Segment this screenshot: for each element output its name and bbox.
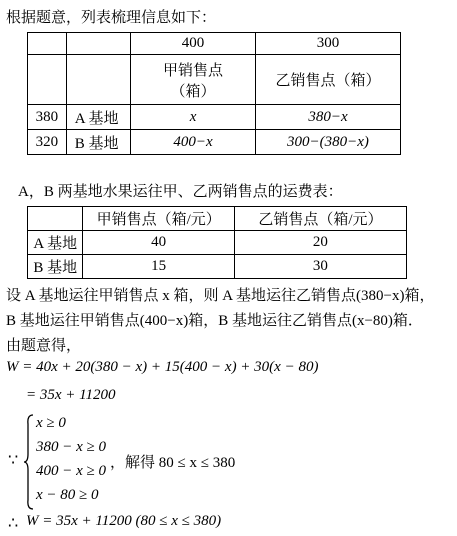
inequality-2: 380 − x ≥ 0 — [36, 439, 107, 455]
col-header-jia-line2: （箱） — [170, 83, 216, 100]
cell-b-jia: 400−x — [131, 130, 256, 155]
empty-cell — [66, 33, 130, 55]
row-base: B 基地 — [66, 130, 130, 155]
cost-a-jia: 40 — [83, 231, 234, 255]
header-400: 400 — [131, 33, 256, 55]
left-brace — [24, 414, 34, 510]
empty-cell — [28, 33, 67, 55]
row-qty: 320 — [28, 130, 67, 155]
solve-result: ，解得 80 ≤ x ≤ 380 — [110, 455, 236, 471]
row-base: A 基地 — [28, 231, 83, 255]
inequality-1: x ≥ 0 — [36, 415, 66, 431]
inequality-4: x − 80 ≥ 0 — [36, 487, 99, 503]
empty-cell — [66, 55, 130, 105]
cost-b-jia: 15 — [83, 255, 234, 279]
header-jia-cost: 甲销售点（箱/元） — [83, 207, 234, 231]
col-header-yi: 乙销售点（箱） — [255, 55, 400, 105]
intro-text: 根据题意，列表梳理信息如下： — [6, 10, 217, 26]
cell-a-yi: 380−x — [255, 105, 400, 130]
cost-b-yi: 30 — [234, 255, 406, 279]
cost-table — [27, 206, 407, 279]
final-answer: W = 35x + 11200 (80 ≤ x ≤ 380) — [26, 513, 222, 529]
setup-line-2: B 基地运往甲销售点(400−x)箱，B 基地运往乙销售点(x−80)箱． — [6, 313, 423, 329]
setup-line-3: 由题意得， — [6, 338, 82, 354]
setup-line-1: 设 A 基地运往甲销售点 x 箱，则 A 基地运往乙销售点(380−x)箱， — [6, 288, 435, 304]
inequality-3: 400 − x ≥ 0 — [36, 463, 107, 479]
col-header-jia — [131, 55, 256, 105]
empty-cell — [28, 207, 83, 231]
cell-a-jia: x — [131, 105, 256, 130]
cost-a-yi: 20 — [234, 231, 406, 255]
equation-w: W = 40x + 20(380 − x) + 15(400 − x) + 30(x − 80) — [6, 359, 319, 375]
col-header-jia-line1: 甲销售点 — [163, 62, 224, 79]
row-qty: 380 — [28, 105, 67, 130]
cell-b-yi: 300−(380−x) — [255, 130, 400, 155]
empty-cell — [28, 55, 67, 105]
equation-simplified: = 35x + 11200 — [26, 387, 116, 403]
therefore-symbol: ∴ — [8, 515, 19, 532]
because-symbol: ∵ — [8, 452, 19, 469]
quantity-table — [27, 32, 401, 155]
row-base: B 基地 — [28, 255, 83, 279]
cost-table-caption: A，B 两基地水果运往甲、乙两销售点的运费表： — [18, 184, 343, 200]
row-base: A 基地 — [66, 105, 130, 130]
header-yi-cost: 乙销售点（箱/元） — [234, 207, 406, 231]
header-300: 300 — [255, 33, 400, 55]
